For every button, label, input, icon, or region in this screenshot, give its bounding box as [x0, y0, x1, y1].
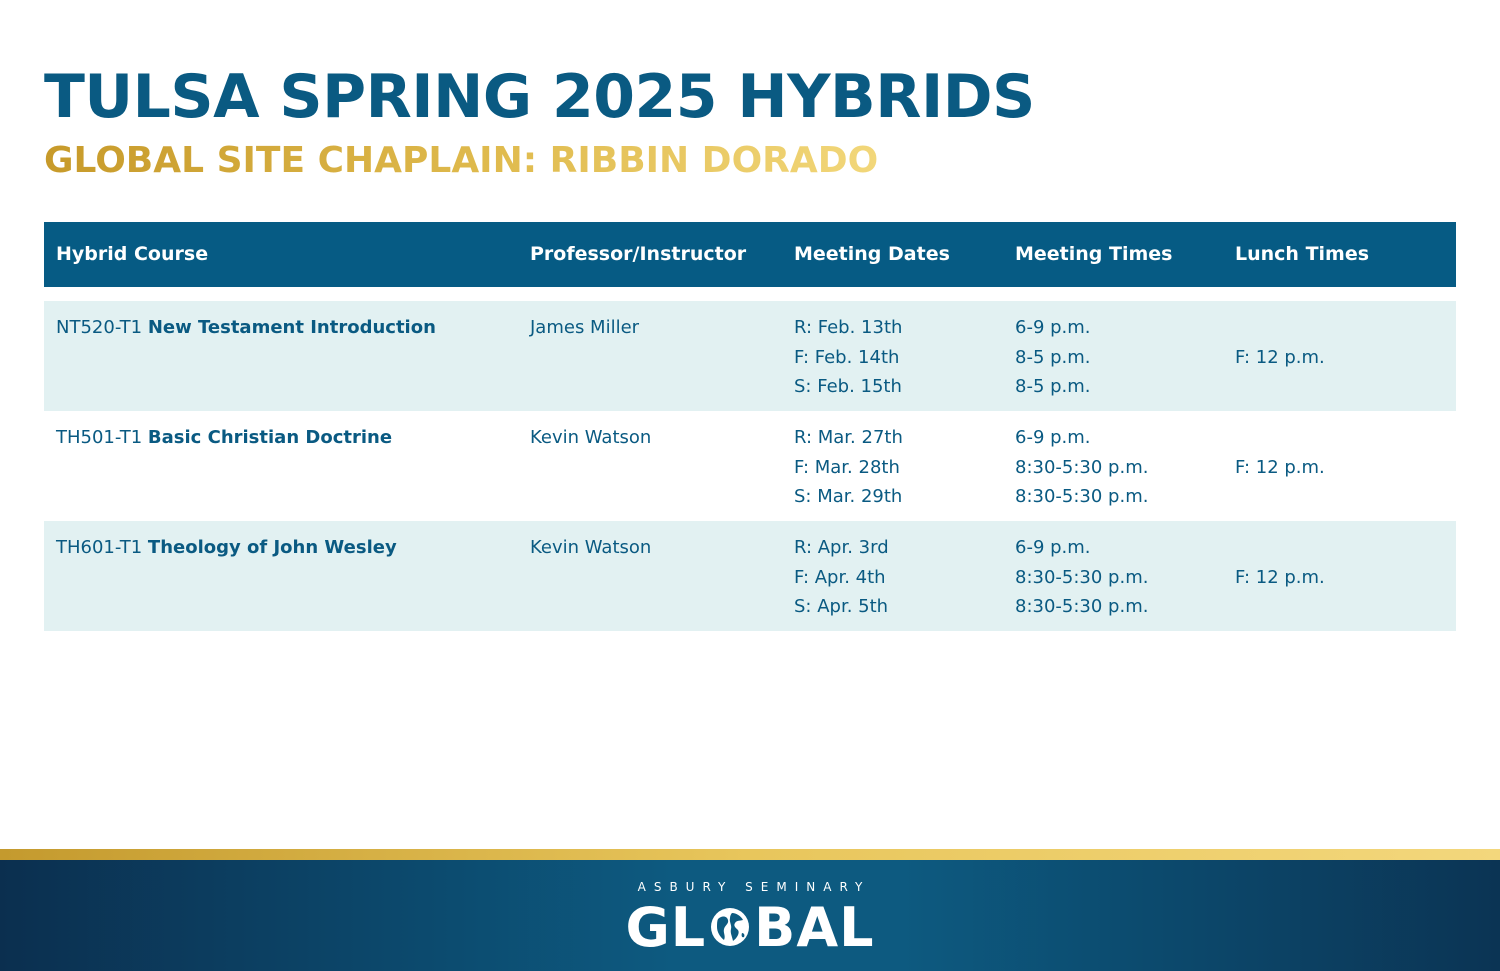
times-cell	[1015, 533, 1148, 622]
meeting-time: 6-9 p.m.	[1015, 427, 1091, 448]
meeting-time: 8-5 p.m.	[1015, 376, 1091, 397]
times-cell	[1015, 423, 1148, 512]
meeting-time: 8-5 p.m.	[1015, 346, 1091, 368]
course-name: New Testament Introduction	[147, 317, 436, 338]
header-meeting-dates: Meeting Dates	[794, 243, 950, 265]
professor-cell: Kevin Watson	[530, 427, 652, 448]
brand-tagline: ASBURY SEMINARY	[637, 880, 871, 894]
meeting-time: 8:30-5:30 p.m.	[1015, 456, 1149, 478]
header-meeting-times: Meeting Times	[1015, 243, 1173, 265]
times-cell	[1015, 313, 1091, 402]
meeting-date: R: Mar. 27th	[794, 427, 903, 448]
brand-text-start: GL	[625, 896, 707, 959]
lunch-cell: F: 12 p.m.	[1235, 346, 1325, 368]
schedule-table	[44, 222, 1456, 631]
course-name: Theology of John Wesley	[147, 537, 397, 558]
table-row	[44, 301, 1456, 411]
dates-cell	[794, 533, 889, 622]
lunch-cell: F: 12 p.m.	[1235, 456, 1325, 478]
lunch-cell: F: 12 p.m.	[1235, 566, 1325, 588]
table-header	[44, 222, 1456, 287]
brand-logo	[0, 896, 1500, 960]
dates-cell	[794, 313, 902, 402]
meeting-time: 8:30-5:30 p.m.	[1015, 486, 1149, 507]
course-name: Basic Christian Doctrine	[147, 427, 393, 448]
course-cell	[56, 423, 392, 453]
footer-gold-stripe	[0, 849, 1500, 860]
dates-cell	[794, 423, 903, 512]
professor-cell: Kevin Watson	[530, 537, 652, 558]
table-row	[44, 411, 1456, 521]
meeting-date: F: Apr. 4th	[794, 566, 886, 588]
brand-text-end: BAL	[754, 896, 875, 959]
meeting-date: S: Feb. 15th	[794, 376, 902, 397]
globe-icon	[708, 905, 752, 949]
meeting-date: F: Mar. 28th	[794, 456, 900, 478]
course-cell	[56, 313, 436, 343]
meeting-time: 6-9 p.m.	[1015, 317, 1091, 338]
course-cell	[56, 533, 397, 563]
page-title: TULSA SPRING 2025 HYBRIDS	[44, 62, 1035, 132]
meeting-time: 6-9 p.m.	[1015, 537, 1091, 558]
meeting-date: R: Apr. 3rd	[794, 537, 889, 558]
course-code: NT520-T1	[56, 317, 143, 338]
meeting-date: S: Apr. 5th	[794, 596, 889, 617]
header-professor: Professor/Instructor	[530, 243, 747, 265]
course-code: TH501-T1	[56, 427, 143, 448]
course-code: TH601-T1	[56, 537, 143, 558]
header-hybrid-course: Hybrid Course	[56, 243, 209, 265]
meeting-date: R: Feb. 13th	[794, 317, 903, 338]
meeting-date: F: Feb. 14th	[794, 346, 900, 368]
page-subtitle: GLOBAL SITE CHAPLAIN: RIBBIN DORADO	[44, 138, 878, 184]
meeting-date: S: Mar. 29th	[794, 486, 903, 507]
meeting-time: 8:30-5:30 p.m.	[1015, 566, 1149, 588]
table-row	[44, 521, 1456, 631]
meeting-time: 8:30-5:30 p.m.	[1015, 596, 1149, 617]
professor-cell: James Miller	[530, 317, 640, 338]
header-lunch-times: Lunch Times	[1235, 243, 1370, 265]
footer-banner	[0, 860, 1500, 971]
